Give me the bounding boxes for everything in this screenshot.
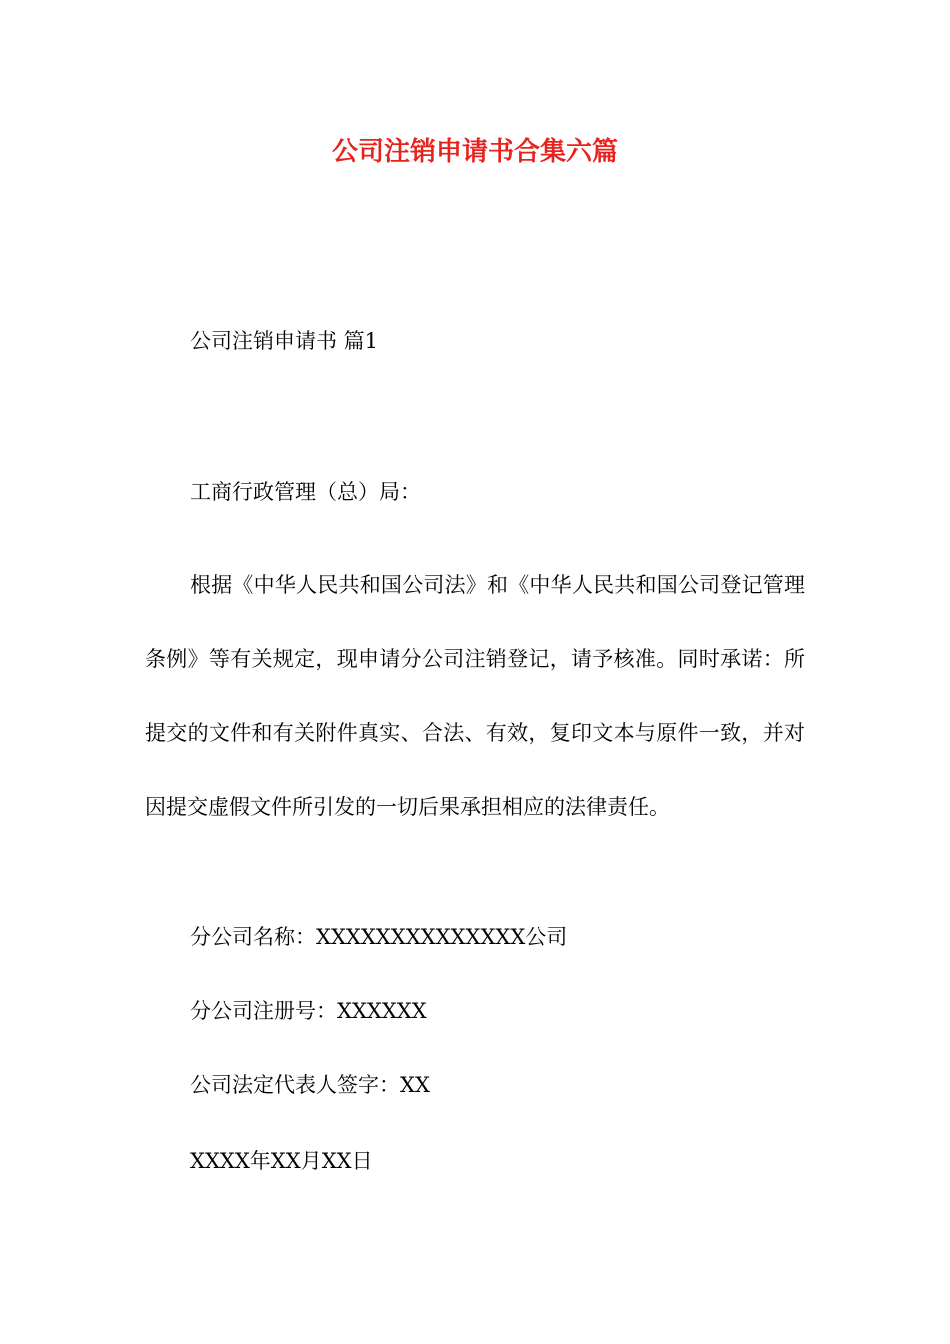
date-field: XXXX年XX月XX日 bbox=[190, 1149, 373, 1173]
section-heading: 公司注销申请书 篇1 bbox=[190, 329, 379, 353]
salutation: 工商行政管理（总）局： bbox=[190, 480, 421, 504]
body-paragraph: 根据《中华人民共和国公司法》和《中华人民共和国公司登记管理条例》等有关规定，现申请分公司注销登记，请予核准。同时承诺：所提交的文件和有关附件真实、合法、有效，复印文本与原件一致，并对因提交虚假文件所引发的一切后果承担相应的法律责任。 bbox=[145, 573, 805, 819]
branch-name-field: 分公司名称：XXXXXXXXXXXXXX公司 bbox=[190, 925, 568, 949]
legal-representative-signature-field: 公司法定代表人签字：XX bbox=[190, 1073, 430, 1097]
document-title: 公司注销申请书合集六篇 bbox=[331, 137, 618, 167]
branch-registration-number-field: 分公司注册号：XXXXXX bbox=[190, 999, 427, 1023]
